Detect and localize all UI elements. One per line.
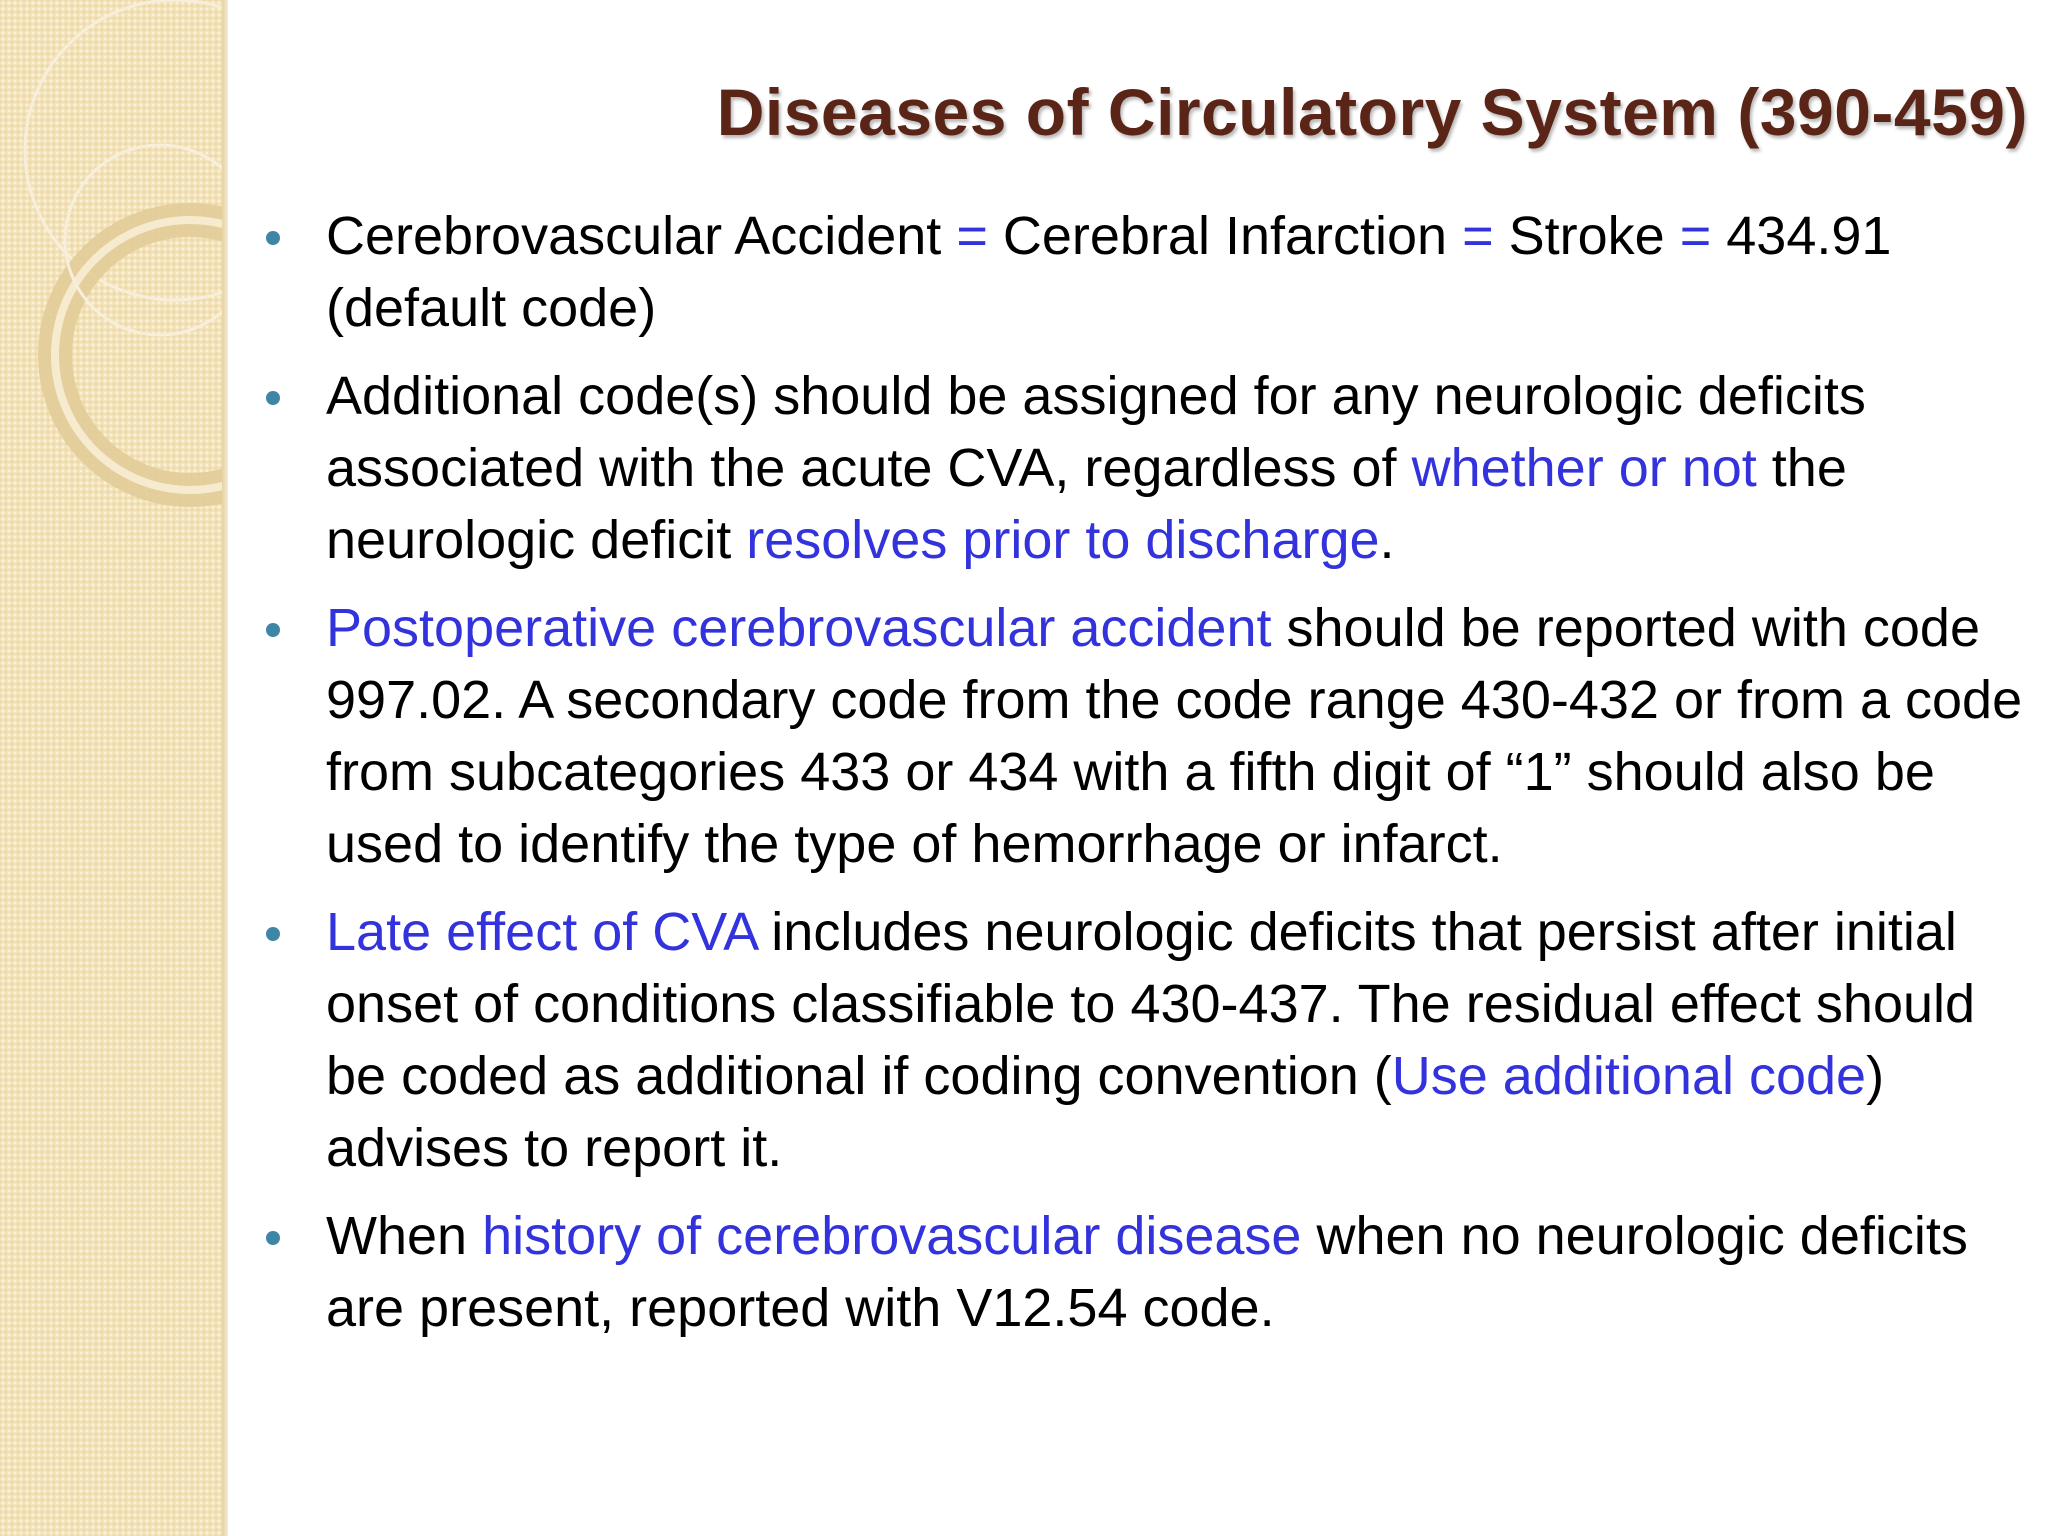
bullet-item-late-effect [252, 896, 2042, 1184]
highlight-text: = [1462, 206, 1494, 266]
highlight-text: Postoperative cerebrovascular accident [326, 598, 1272, 658]
bullet-text: should be reported with code 997.02. A secondary code from the code range 430-432 or from a code from subcategories 433 or 434 with a fifth digit of “1” should also be used to identify the type of hemorrhage or infarct. [326, 598, 2023, 874]
bullet-text: 434.91 (default code) [326, 206, 1892, 338]
highlight-text: = [1679, 206, 1712, 266]
highlight-text: = [956, 206, 988, 266]
slide-title: Diseases of Circulatory System (390-459) [716, 75, 2028, 149]
bullet-text: includes neurologic deficits that persist after initial onset of conditions classifiable to 430-437. The residual effect should be coded as additional if coding convention ( [326, 902, 1976, 1106]
bullet-item-cva-definition [252, 200, 2042, 344]
bullet-text: . [1379, 510, 1395, 570]
bullet-list [252, 200, 2042, 1360]
bullet-text: Additional code(s) should be assigned for any neurologic deficits associated with the acute CVA, regardless of [326, 366, 1866, 498]
highlight-text: Late effect of CVA [326, 902, 757, 962]
bullet-item-additional-codes [252, 360, 2042, 576]
bullet-item-postoperative-cva [252, 592, 2042, 880]
bullet-text: Stroke [1493, 206, 1680, 266]
bullet-text: Cerebral Infarction [987, 206, 1463, 266]
highlight-text: history of cerebrovascular disease [482, 1206, 1302, 1266]
bullet-text: when no neurologic deficits are present, reported with V12.54 code. [326, 1206, 1968, 1338]
sidebar-edge [222, 0, 228, 1536]
bullet-text: the neurologic deficit [326, 438, 1847, 570]
medium-ring-ornament [55, 220, 228, 490]
bullet-dot-icon [266, 1231, 280, 1245]
bullet-item-history [252, 1200, 2042, 1344]
bullet-text: Cerebrovascular Accident [326, 206, 957, 266]
highlight-text: Use additional code [1391, 1046, 1867, 1106]
bullet-text: When [326, 1206, 483, 1266]
circle-ornament-graphic [0, 0, 228, 1536]
highlight-text: whether or not [1411, 438, 1757, 498]
bullet-text: ) advises to report it. [326, 1046, 1885, 1178]
bullet-dot-icon [266, 927, 280, 941]
decorative-sidebar [0, 0, 228, 1536]
bullet-dot-icon [266, 623, 280, 637]
bullet-dot-icon [266, 391, 280, 405]
highlight-text: resolves prior to discharge [746, 510, 1380, 570]
bullet-dot-icon [266, 231, 280, 245]
